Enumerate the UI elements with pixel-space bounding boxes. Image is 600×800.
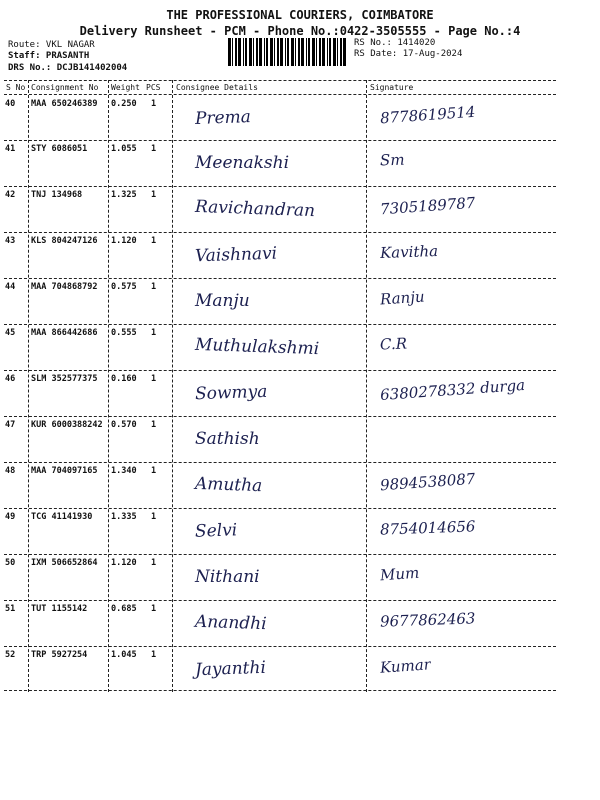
barcode-bar bbox=[319, 38, 321, 66]
drs-number: DRS No.: DCJB141402004 bbox=[8, 63, 128, 73]
row-pcs: 1 bbox=[151, 144, 157, 154]
row-consignee-signature: Vaishnavi bbox=[194, 243, 278, 267]
barcode-bar bbox=[245, 38, 247, 66]
row-consignment-no: MAA 866442686 bbox=[31, 328, 98, 338]
row-sno: 46 bbox=[5, 374, 16, 384]
barcode-bar bbox=[253, 38, 254, 66]
row-pcs: 1 bbox=[151, 99, 157, 109]
barcode-bar bbox=[238, 38, 241, 66]
row-consignment-no: TUT 1155142 bbox=[31, 604, 88, 614]
row-consignee-signature: Jayanthi bbox=[194, 657, 267, 681]
barcode-bar bbox=[343, 38, 346, 66]
row-divider bbox=[4, 370, 556, 371]
row-pcs: 1 bbox=[151, 282, 157, 292]
row-consignee-signature: Muthulakshmi bbox=[194, 334, 320, 360]
row-pcs: 1 bbox=[151, 374, 157, 384]
barcode-image bbox=[228, 38, 346, 66]
barcode-bar bbox=[235, 38, 237, 66]
barcode-bar bbox=[287, 38, 289, 66]
barcode-bar bbox=[337, 38, 338, 66]
barcode-bar bbox=[301, 38, 304, 66]
row-weight: 1.120 bbox=[111, 236, 137, 246]
row-sno: 52 bbox=[5, 650, 16, 660]
row-consignee-signature: Meenakshi bbox=[195, 153, 290, 173]
route-label: Route: VKL NAGAR bbox=[8, 40, 95, 50]
row-sno: 43 bbox=[5, 236, 16, 246]
row-sno: 50 bbox=[5, 558, 16, 568]
row-consignee-signature: Ravichandran bbox=[194, 196, 316, 222]
row-weight: 1.325 bbox=[111, 190, 137, 200]
row-weight: 1.340 bbox=[111, 466, 137, 476]
barcode-bar bbox=[295, 38, 296, 66]
rs-number: RS No.: 1414020 bbox=[354, 38, 436, 48]
row-consignee-signature: Anandhi bbox=[194, 611, 267, 635]
table-top-rule bbox=[4, 80, 556, 81]
row-divider bbox=[4, 600, 556, 601]
row-pcs: 1 bbox=[151, 512, 157, 522]
barcode-bar bbox=[256, 38, 258, 66]
rs-date: RS Date: 17-Aug-2024 bbox=[354, 49, 463, 59]
col-header-consignee: Consignee Details bbox=[176, 83, 258, 92]
row-sno: 41 bbox=[5, 144, 16, 154]
row-consignee-signature: Selvi bbox=[194, 520, 238, 542]
row-divider bbox=[4, 140, 556, 141]
row-receiver-signature: Sm bbox=[379, 150, 405, 170]
row-receiver-signature: 9677862463 bbox=[379, 609, 476, 631]
row-divider bbox=[4, 508, 556, 509]
barcode-bar bbox=[333, 38, 336, 66]
col-header-consignment: Consignment No bbox=[31, 83, 99, 92]
barcode-bar bbox=[232, 38, 233, 66]
row-pcs: 1 bbox=[151, 190, 157, 200]
runsheet-title: Delivery Runsheet - PCM - Phone No.:0422-3505555 - Page No.:4 bbox=[79, 24, 521, 38]
row-weight: 1.335 bbox=[111, 512, 137, 522]
row-consignment-no: KUR 6000388242 bbox=[31, 420, 103, 430]
col-header-signature: Signature bbox=[370, 83, 414, 92]
row-pcs: 1 bbox=[151, 328, 157, 338]
barcode-bar bbox=[327, 38, 328, 66]
row-sno: 40 bbox=[5, 99, 16, 109]
barcode-bar bbox=[306, 38, 307, 66]
row-consignee-signature: Prema bbox=[194, 107, 252, 129]
row-receiver-signature: Ranju bbox=[379, 287, 426, 309]
barcode-bar bbox=[243, 38, 244, 66]
row-receiver-signature: Kumar bbox=[379, 655, 432, 677]
row-pcs: 1 bbox=[151, 604, 157, 614]
row-consignment-no: TNJ 134968 bbox=[31, 190, 83, 200]
barcode-bar bbox=[298, 38, 300, 66]
row-weight: 0.570 bbox=[111, 420, 137, 430]
barcode-bar bbox=[285, 38, 286, 66]
row-weight: 0.575 bbox=[111, 282, 137, 292]
row-consignment-no: KLS 804247126 bbox=[31, 236, 98, 246]
row-sno: 44 bbox=[5, 282, 16, 292]
row-consignee-signature: Sowmya bbox=[194, 381, 268, 405]
row-receiver-signature: Mum bbox=[379, 563, 420, 585]
row-divider bbox=[4, 554, 556, 555]
table-header-rule bbox=[4, 94, 556, 95]
barcode-bar bbox=[316, 38, 317, 66]
row-consignment-no: STY 6086051 bbox=[31, 144, 88, 154]
row-divider bbox=[4, 416, 556, 417]
row-weight: 1.055 bbox=[111, 144, 137, 154]
row-receiver-signature: 8754014656 bbox=[379, 517, 476, 539]
row-weight: 1.120 bbox=[111, 558, 137, 568]
row-consignment-no: MAA 650246389 bbox=[31, 99, 98, 109]
barcode-bar bbox=[266, 38, 268, 66]
barcode-bar bbox=[322, 38, 325, 66]
col-header-weight: Weight bbox=[111, 83, 140, 92]
row-receiver-signature: 8778619514 bbox=[379, 102, 476, 128]
row-divider bbox=[4, 462, 556, 463]
barcode-bar bbox=[277, 38, 279, 66]
row-pcs: 1 bbox=[151, 420, 157, 430]
row-divider bbox=[4, 324, 556, 325]
row-receiver-signature: 6380278332 durga bbox=[379, 375, 526, 405]
row-receiver-signature: 9894538087 bbox=[379, 469, 476, 495]
row-receiver-signature: 7305189787 bbox=[379, 193, 476, 219]
row-receiver-signature: Kavitha bbox=[379, 241, 439, 263]
row-divider bbox=[4, 232, 556, 233]
barcode-bar bbox=[291, 38, 294, 66]
row-consignee-signature: Manju bbox=[195, 291, 250, 311]
row-consignment-no: SLM 352577375 bbox=[31, 374, 98, 384]
barcode-bar bbox=[280, 38, 283, 66]
row-sno: 42 bbox=[5, 190, 16, 200]
barcode-bar bbox=[249, 38, 252, 66]
barcode-bar bbox=[329, 38, 331, 66]
barcode-bar bbox=[340, 38, 342, 66]
barcode-bar bbox=[228, 38, 231, 66]
row-sno: 49 bbox=[5, 512, 16, 522]
row-consignment-no: MAA 704097165 bbox=[31, 466, 98, 476]
row-weight: 0.160 bbox=[111, 374, 137, 384]
row-weight: 0.250 bbox=[111, 99, 137, 109]
row-pcs: 1 bbox=[151, 466, 157, 476]
col-header-pcs: PCS bbox=[146, 83, 161, 92]
row-divider bbox=[4, 690, 556, 691]
staff-label: Staff: PRASANTH bbox=[8, 51, 90, 61]
barcode-bar bbox=[308, 38, 310, 66]
row-sno: 48 bbox=[5, 466, 16, 476]
row-consignee-signature: Amutha bbox=[194, 473, 263, 497]
barcode-bar bbox=[264, 38, 265, 66]
row-pcs: 1 bbox=[151, 236, 157, 246]
row-divider bbox=[4, 278, 556, 279]
row-divider bbox=[4, 186, 556, 187]
row-sno: 51 bbox=[5, 604, 16, 614]
row-consignment-no: TRP 5927254 bbox=[31, 650, 88, 660]
row-weight: 1.045 bbox=[111, 650, 137, 660]
row-consignee-signature: Sathish bbox=[195, 429, 260, 449]
barcode-bar bbox=[259, 38, 262, 66]
company-title: THE PROFESSIONAL COURIERS, COIMBATORE bbox=[166, 8, 434, 22]
col-header-sno: S No bbox=[6, 83, 26, 92]
row-divider bbox=[4, 646, 556, 647]
row-consignment-no: TCG 41141930 bbox=[31, 512, 93, 522]
row-consignee-signature: Nithani bbox=[195, 567, 260, 587]
row-pcs: 1 bbox=[151, 558, 157, 568]
barcode-bar bbox=[312, 38, 315, 66]
row-weight: 0.555 bbox=[111, 328, 137, 338]
row-sno: 47 bbox=[5, 420, 16, 430]
row-consignment-no: IXM 506652864 bbox=[31, 558, 98, 568]
row-weight: 0.685 bbox=[111, 604, 137, 614]
row-pcs: 1 bbox=[151, 650, 157, 660]
row-sno: 45 bbox=[5, 328, 16, 338]
row-consignment-no: MAA 704868792 bbox=[31, 282, 98, 292]
row-receiver-signature: C.R bbox=[379, 334, 408, 354]
barcode-bar bbox=[270, 38, 273, 66]
barcode-bar bbox=[274, 38, 275, 66]
